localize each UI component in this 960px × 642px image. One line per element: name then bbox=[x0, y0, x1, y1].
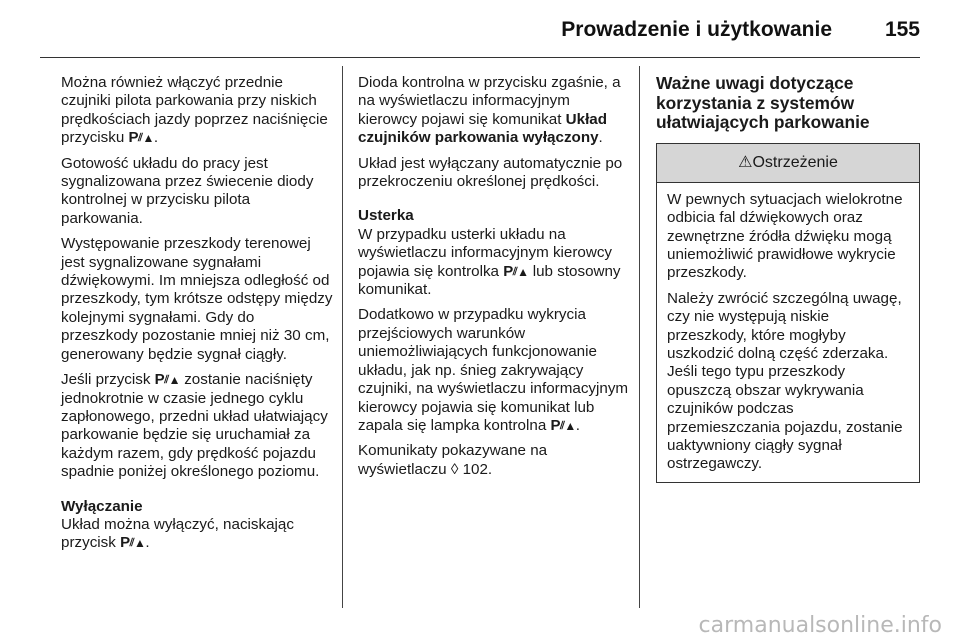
header-title: Prowadzenie i użytkowanie bbox=[561, 18, 832, 41]
column-3 bbox=[656, 74, 920, 483]
warning-box bbox=[656, 143, 920, 483]
message-text: Układ czujników parkowania wyłączony bbox=[358, 110, 608, 147]
section-heading-fault: Usterka bbox=[358, 207, 414, 225]
paragraph: Dodatkowo w przypadku wykrycia przejściowych warunków uniemożliwiających funkcjonowanie układu, jak np. śnieg zakrywający czujniki, na wyświetlaczu informacyjnym kierowcy pojawia się komunikat lub zapala się lampka kontrolna P⫽▲. bbox=[358, 306, 629, 434]
column-divider-2 bbox=[639, 66, 640, 608]
paragraph: Występowanie przeszkody terenowej jest sygnalizowane sygnałami dźwiękowymi. Im mniejsza odległość od przeszkody, tym krótsze odstępy między kolejnymi sygnałami. Gdy do przeszkody pozostanie mniej niż 30 cm, generowany będzie sygnał ciągły. bbox=[61, 235, 333, 363]
paragraph: Gotowość układu do pracy jest sygnalizowana przez świecenie diody kontrolnej w przycisku pilota parkowania. bbox=[61, 154, 314, 227]
section-heading-off: Wyłączanie bbox=[61, 497, 143, 515]
paragraph: Układ można wyłączyć, naciskając przycisk P⫽▲. bbox=[61, 515, 294, 552]
warning-header bbox=[657, 144, 919, 183]
paragraph: Dioda kontrolna w przycisku zgaśnie, a na wyświetlaczu informacyjnym kierowcy pojawi się komunikat Układ czujników parkowania wyłączony. bbox=[358, 74, 621, 147]
page-header bbox=[0, 0, 960, 58]
paragraph: Układ jest wyłączany automatycznie po przekroczeniu określonej prędkości. bbox=[358, 154, 623, 191]
header-rule bbox=[40, 57, 920, 58]
section-heading-notes: Ważne uwagi dotyczące korzystania z systemów ułatwiających parkowanie bbox=[656, 73, 870, 133]
paragraph: W przypadku usterki układu na wyświetlaczu informacyjnym kierowcy pojawia się kontrolka P⫽▲ lub stosowny komunikat. bbox=[358, 225, 621, 299]
column-1 bbox=[61, 74, 333, 560]
paragraph: Komunikaty pokazywane na wyświetlaczu ◊ 102. bbox=[358, 442, 548, 478]
column-divider-1 bbox=[342, 66, 343, 608]
parking-button-icon: P⫽▲ bbox=[154, 371, 180, 389]
paragraph: Można również włączyć przednie czujniki pilota parkowania przy niskich prędkościach jazdy poprzez naciśnięcie przycisku P⫽▲. bbox=[61, 74, 328, 147]
warning-paragraph: W pewnych sytuacjach wielokrotne odbicia fal dźwiękowych oraz zewnętrzne źródła dźwięku mogą uniemożliwić prawidłowe wykrycie przeszkody. bbox=[667, 190, 903, 282]
warning-icon: ⚠ bbox=[738, 153, 753, 171]
page-number: 155 bbox=[884, 18, 920, 41]
watermark: carmanualsonline.info bbox=[698, 613, 942, 638]
warning-title: Ostrzeżenie bbox=[752, 153, 838, 171]
warning-paragraph: Należy zwrócić szczególną uwagę, czy nie występują niskie przeszkody, które mogłyby uszkodzić dolną część zderzaka. Jeśli tego typu przeszkody opuszczą obszar wykrywania czujników podczas przemieszczania pojazdu, zostanie uaktywniony ciągły sygnał ostrzegawczy. bbox=[667, 289, 903, 473]
paragraph: Jeśli przycisk P⫽▲ zostanie naciśnięty jednokrotnie w czasie jednego cyklu zapłonowego, przedni układ ułatwiający parkowanie będzie się uruchamiał za każdym razem, gdy prędkość pojazdu spadnie poniżej określonego poziomu. bbox=[61, 371, 328, 481]
cross-reference-icon: ◊ bbox=[450, 460, 459, 478]
warning-body bbox=[657, 183, 919, 482]
parking-indicator-icon: P⫽▲ bbox=[503, 262, 529, 280]
parking-indicator-icon: P⫽▲ bbox=[550, 416, 576, 434]
parking-button-icon: P⫽▲ bbox=[120, 534, 146, 552]
parking-button-icon: P⫽▲ bbox=[128, 129, 154, 147]
column-2 bbox=[358, 74, 630, 486]
